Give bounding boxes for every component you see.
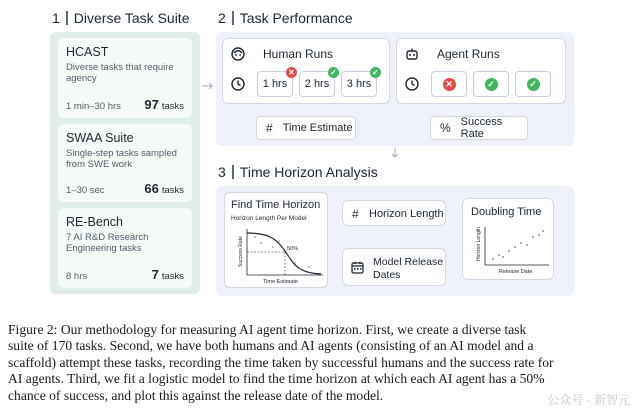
run-duration: 2 hrs (304, 78, 330, 90)
success-rate-axis-label: Success Rate (238, 236, 244, 267)
agent-runs-title: Agent Runs (437, 47, 500, 61)
agent-runs-header (405, 47, 500, 61)
run-duration: 1 hrs (262, 78, 288, 90)
clock-icon (405, 77, 419, 91)
section-3-number: 3 (218, 164, 226, 180)
suite-time-range: 1 min–30 hrs (66, 101, 121, 112)
success-check-icon: ✓ (328, 67, 339, 78)
run-duration: 3 hrs (346, 78, 372, 90)
doubling-time-plot (463, 221, 555, 281)
section-divider (232, 165, 234, 179)
suite-task-count: 7 tasks (151, 267, 184, 282)
suite-task-count: 97 tasks (144, 97, 184, 112)
agent-run-3 (515, 71, 551, 97)
fail-x-icon: ✕ (443, 78, 456, 91)
horizon-length-label: Horizon Length (369, 208, 444, 220)
logistic-curve-plot (225, 223, 329, 289)
fail-x-icon: ✕ (286, 67, 297, 78)
human-run-3 (341, 68, 379, 97)
caption-line: scaffold) attempt these tasks, recording the time taken by successful humans and the success rate for (8, 354, 554, 370)
figure-caption (8, 322, 632, 404)
section-divider (232, 11, 234, 25)
hash-icon: # (266, 121, 273, 135)
success-check-icon: ✓ (370, 67, 381, 78)
section-3-label: Time Horizon Analysis (239, 164, 378, 180)
caption-line: Figure 2: Our methodology for measuring AI agent time horizon. First, we create a diverse task (8, 322, 527, 337)
suite-description: 7 AI R&D Research Engineering tasks (66, 232, 149, 254)
model-release-label-2: Dates (373, 269, 401, 281)
section-2-number: 2 (218, 10, 226, 26)
watermark: 公众号 · 新智元 (547, 393, 630, 407)
agent-run-1 (431, 71, 467, 97)
human-run-2 (299, 68, 337, 97)
horizon-length-axis-label: Horizon Length (476, 227, 482, 261)
suite-name: SWAA Suite (66, 131, 134, 145)
release-date-axis-label: Release Date (499, 269, 533, 275)
suite-description: Single-step tasks sampled from SWE work (66, 148, 177, 170)
person-face-icon (231, 47, 245, 61)
calendar-icon (351, 261, 364, 274)
model-release-label-1: Model Release (373, 256, 444, 268)
success-rate-box (430, 116, 528, 140)
horizon-length-box (342, 200, 446, 226)
success-check-icon: ✓ (527, 78, 540, 91)
section-1-number: 1 (52, 10, 60, 26)
doubling-time-box (462, 198, 554, 280)
human-run-1 (257, 68, 295, 97)
suite-description: Diverse tasks that require agency (66, 62, 174, 84)
caption-line: suite of 170 tasks. Second, we have both humans and AI agents (consisting of an AI model and a (8, 338, 534, 354)
doubling-time-title: Doubling Time (471, 206, 542, 218)
success-rate-label: Success Rate (460, 116, 503, 140)
model-release-dates-box (342, 248, 446, 286)
percent-icon: % (440, 121, 451, 135)
section-2-title (218, 10, 353, 26)
time-estimate-axis-label: Time Estimate (263, 279, 298, 285)
fifty-percent-marker: 50% (287, 246, 299, 252)
clock-icon (231, 77, 245, 91)
suite-name: HCAST (66, 45, 109, 59)
robot-icon (405, 47, 419, 61)
find-time-horizon-box (224, 192, 328, 288)
suite-task-count: 66 tasks (144, 181, 184, 196)
suite-time-range: 1–30 sec (66, 185, 105, 196)
find-time-horizon-title: Find Time Horizon (231, 199, 321, 211)
time-estimate-label: Time Estimate (282, 122, 353, 134)
time-estimate-box (256, 116, 356, 140)
caption-line: chance of success, and plot this against the release date of the model. (8, 387, 384, 403)
section-2-label: Task Performance (239, 10, 353, 26)
agent-run-2 (473, 71, 509, 97)
hash-icon: # (352, 207, 359, 221)
suite-time-range: 8 hrs (66, 271, 88, 282)
section-1-label: Diverse Task Suite (73, 10, 190, 26)
caption-line: AI agents. Third, we fit a logistic model to find the time horizon at which each AI agent has a 50% (8, 371, 545, 387)
human-runs-title: Human Runs (263, 47, 334, 61)
suite-name: RE-Bench (66, 215, 123, 229)
horizon-length-per-model: Horizon Length Per Model (231, 215, 307, 222)
human-runs-header (231, 47, 333, 61)
success-check-icon: ✓ (485, 78, 498, 91)
section-3-title (218, 164, 378, 180)
